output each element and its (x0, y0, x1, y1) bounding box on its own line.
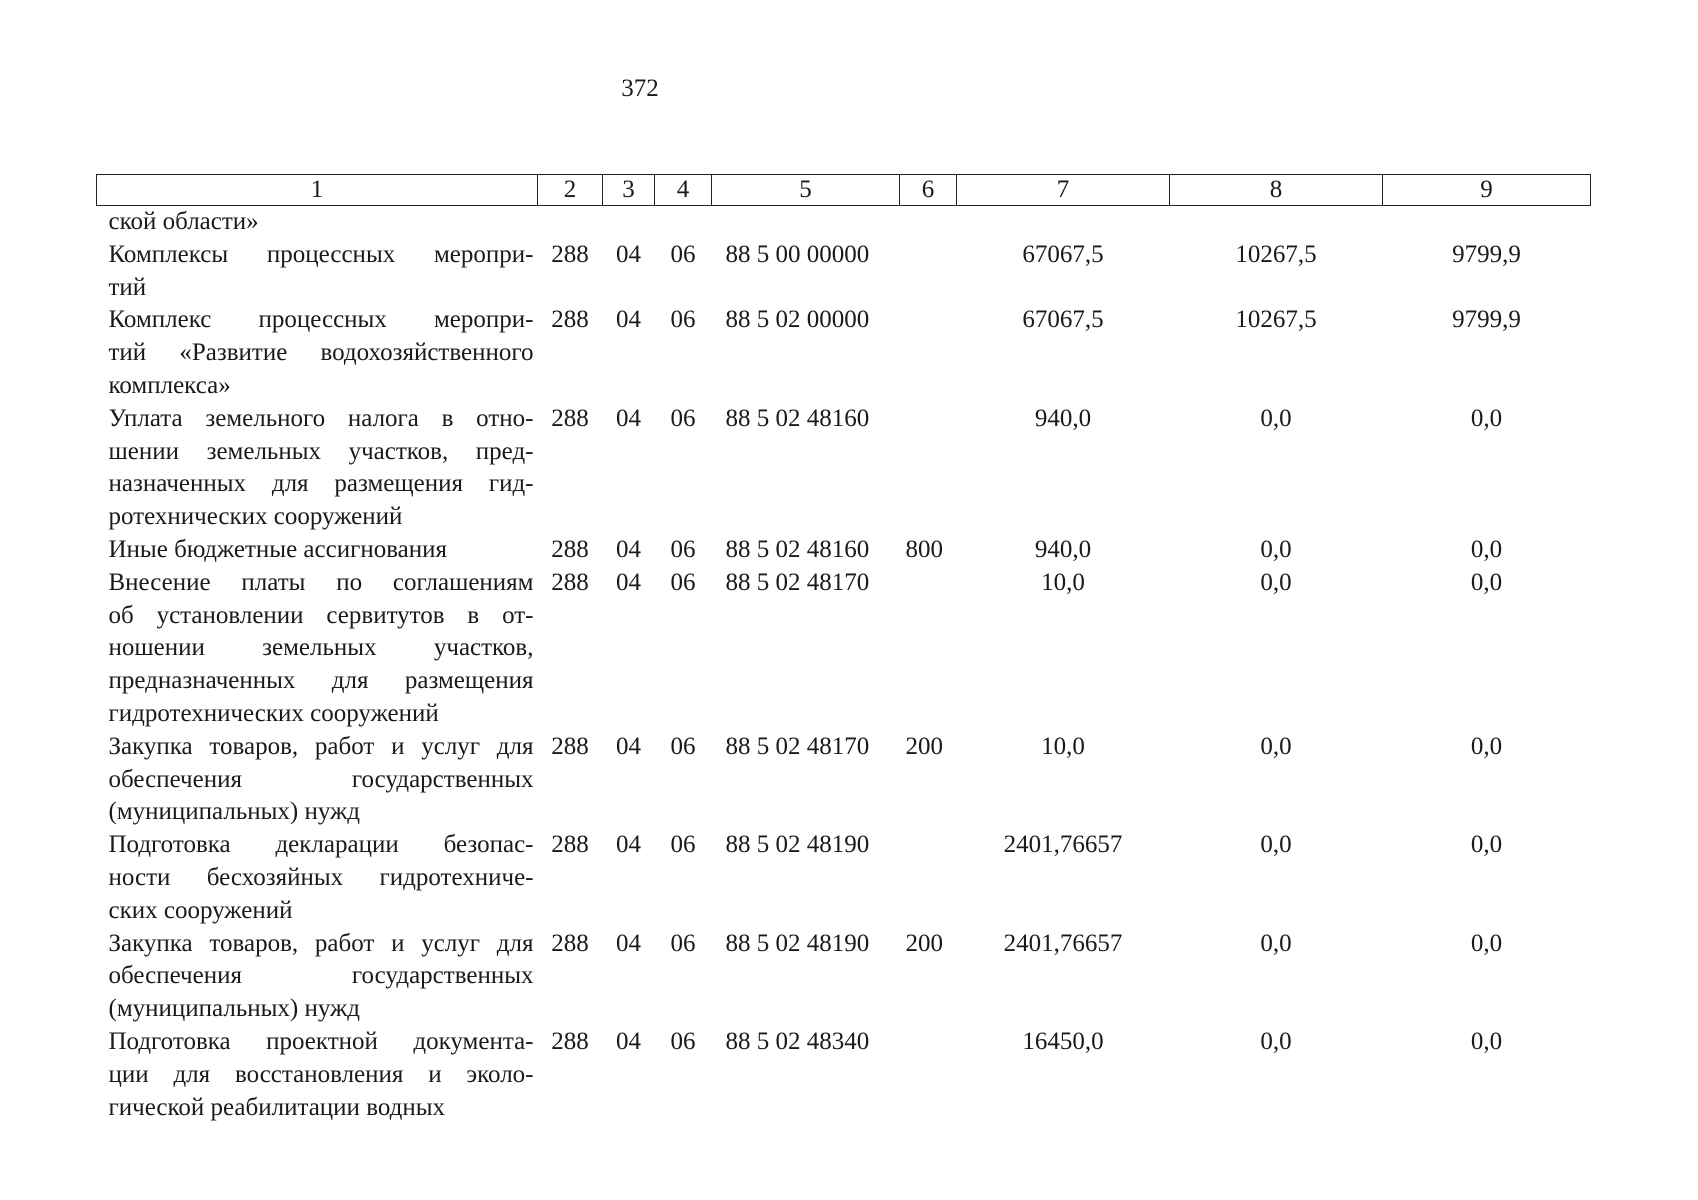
cell-expense-type (900, 304, 957, 402)
cell-admin-code: 288 (551, 831, 589, 859)
table-row (97, 731, 1591, 829)
cell-target-article: 88 5 02 00000 (725, 306, 870, 334)
cell-expense-type (900, 829, 957, 927)
cell-expense-type (900, 206, 957, 239)
row-name-line: тий (108, 273, 147, 301)
row-name-cell (97, 928, 538, 1026)
budget-table-container (96, 174, 1590, 1124)
cell-amount-year2: 0,0 (1260, 831, 1292, 859)
cell-subsection: 06 (670, 535, 696, 563)
cell-amount-year2: 0,0 (1260, 404, 1292, 432)
cell-section: 04 (616, 1027, 641, 1055)
cell-section: 04 (616, 535, 641, 563)
cell-amount-year1: 940,0 (1034, 404, 1092, 432)
cell-admin-code: 288 (551, 732, 589, 760)
table-row (97, 567, 1591, 731)
row-name-cell (97, 239, 538, 305)
cell-target-article (712, 206, 900, 239)
row-name-cell (97, 206, 538, 239)
cell-section: 04 (616, 306, 641, 334)
cell-section: 04 (616, 831, 641, 859)
cell-amount-year3: 0,0 (1470, 929, 1503, 957)
table-row (97, 1026, 1591, 1124)
header-row (97, 175, 1591, 206)
cell-section (603, 206, 655, 239)
cell-amount-year2: 0,0 (1260, 535, 1292, 563)
cell-admin-code: 288 (551, 929, 589, 957)
cell-subsection: 06 (670, 929, 696, 957)
row-name-line: Подготовка проектной документа- (108, 1027, 534, 1055)
cell-amount-year2 (1170, 206, 1383, 239)
cell-amount-year2: 0,0 (1260, 568, 1292, 596)
cell-target-article: 88 5 02 48190 (725, 831, 870, 859)
row-name-line: (муниципальных) нужд (108, 798, 361, 826)
row-name-line: ротехнических сооружений (108, 503, 403, 531)
row-name-line: (муниципальных) нужд (108, 995, 361, 1023)
cell-amount-year3: 0,0 (1470, 568, 1503, 596)
cell-amount-year1: 2401,76657 (1003, 831, 1123, 859)
cell-amount-year2: 10267,5 (1235, 306, 1317, 334)
cell-amount-year2: 0,0 (1260, 732, 1292, 760)
cell-amount-year3: 0,0 (1470, 535, 1503, 563)
header-col-2: 2 (538, 175, 603, 206)
row-name-line: назначенных для размещения гид- (108, 470, 534, 498)
cell-amount-year1: 10,0 (1041, 732, 1085, 760)
header-col-5: 5 (712, 175, 900, 206)
page-number-text: 372 (621, 75, 659, 102)
row-name-line: Подготовка декларации безопас- (108, 831, 534, 859)
cell-subsection (655, 206, 712, 239)
cell-amount-year2: 0,0 (1260, 929, 1292, 957)
row-name-line: гидротехнических сооружений (108, 699, 439, 727)
cell-subsection: 06 (670, 306, 696, 334)
cell-expense-type (900, 1026, 957, 1124)
table-row (97, 829, 1591, 927)
row-name-line: Уплата земельного налога в отно- (108, 404, 534, 432)
row-name-line: ности бесхозяйных гидротехниче- (108, 863, 534, 891)
cell-amount-year1: 2401,76657 (1003, 929, 1123, 957)
cell-expense-type: 800 (905, 535, 943, 563)
table-row (97, 239, 1591, 305)
cell-admin-code: 288 (551, 404, 589, 432)
table-header (97, 175, 1591, 206)
cell-subsection: 06 (670, 831, 696, 859)
row-name-line: шении земельных участков, пред- (108, 437, 534, 465)
table-row (97, 534, 1591, 567)
cell-target-article: 88 5 02 48190 (725, 929, 870, 957)
row-name-line: ских сооружений (108, 896, 293, 924)
cell-amount-year3: 0,0 (1470, 1027, 1503, 1055)
cell-expense-type: 200 (905, 929, 943, 957)
cell-expense-type (900, 403, 957, 534)
cell-expense-type (900, 567, 957, 731)
cell-amount-year1: 67067,5 (1022, 306, 1104, 334)
cell-target-article: 88 5 02 48340 (725, 1027, 870, 1055)
table-row (97, 206, 1591, 239)
table-body (97, 206, 1591, 1125)
cell-target-article: 88 5 02 48160 (725, 535, 870, 563)
row-name-line: ции для восстановления и эколо- (108, 1060, 534, 1088)
cell-admin-code (538, 206, 603, 239)
row-name-cell (97, 829, 538, 927)
row-name-line: обеспечения государственных (108, 765, 534, 793)
cell-expense-type: 200 (905, 732, 943, 760)
cell-section: 04 (616, 732, 641, 760)
cell-amount-year3: 0,0 (1470, 831, 1503, 859)
cell-amount-year3 (1383, 206, 1591, 239)
row-name-line: предназначенных для размещения (108, 667, 534, 695)
cell-section: 04 (616, 240, 641, 268)
row-name-line: об установлении сервитутов в от- (108, 601, 534, 629)
cell-expense-type (900, 239, 957, 305)
row-name-line: гической реабилитации водных (108, 1093, 445, 1121)
row-name-cell (97, 1026, 538, 1124)
cell-subsection: 06 (670, 1027, 696, 1055)
cell-subsection: 06 (670, 568, 696, 596)
row-name-line: обеспечения государственных (108, 962, 534, 990)
cell-amount-year3: 0,0 (1470, 732, 1503, 760)
row-name-cell (97, 567, 538, 731)
cell-amount-year3: 9799,9 (1452, 240, 1521, 268)
cell-amount-year2: 0,0 (1260, 1027, 1292, 1055)
row-name-cell (97, 731, 538, 829)
row-name-line: Закупка товаров, работ и услуг для (108, 929, 534, 957)
cell-amount-year3: 9799,9 (1452, 306, 1521, 334)
row-name-line: тий «Развитие водохозяйственного (108, 339, 534, 367)
row-name-line: Комплекс процессных меропри- (108, 306, 534, 334)
row-name-line: Комплексы процессных меропри- (108, 240, 534, 268)
header-col-8: 8 (1170, 175, 1383, 206)
table-row (97, 304, 1591, 402)
cell-admin-code: 288 (551, 568, 589, 596)
page-number (0, 74, 1698, 104)
cell-target-article: 88 5 02 48160 (725, 404, 870, 432)
cell-target-article: 88 5 02 48170 (725, 568, 870, 596)
cell-amount-year1 (957, 206, 1170, 239)
cell-admin-code: 288 (551, 535, 589, 563)
row-name-cell (97, 304, 538, 402)
header-col-3: 3 (603, 175, 655, 206)
cell-amount-year1: 16450,0 (1022, 1027, 1104, 1055)
cell-target-article: 88 5 00 00000 (725, 240, 870, 268)
cell-admin-code: 288 (551, 1027, 589, 1055)
cell-section: 04 (616, 404, 641, 432)
cell-amount-year2: 10267,5 (1235, 240, 1317, 268)
table-row (97, 403, 1591, 534)
cell-admin-code: 288 (551, 306, 589, 334)
cell-target-article: 88 5 02 48170 (725, 732, 870, 760)
budget-table (96, 174, 1591, 1124)
row-name-line: ношении земельных участков, (108, 634, 534, 662)
header-col-4: 4 (655, 175, 712, 206)
row-name-line: Закупка товаров, работ и услуг для (108, 732, 534, 760)
cell-amount-year3: 0,0 (1470, 404, 1503, 432)
cell-subsection: 06 (670, 240, 696, 268)
header-col-9: 9 (1383, 175, 1591, 206)
cell-amount-year1: 10,0 (1041, 568, 1085, 596)
header-col-6: 6 (900, 175, 957, 206)
row-name-line: Иные бюджетные ассигнования (108, 535, 448, 563)
cell-admin-code: 288 (551, 240, 589, 268)
cell-amount-year1: 940,0 (1034, 535, 1092, 563)
row-name-line: Внесение платы по соглашениям (108, 568, 534, 596)
header-col-1: 1 (97, 175, 538, 206)
header-col-7: 7 (957, 175, 1170, 206)
row-name-line: комплекса» (108, 371, 231, 399)
cell-section: 04 (616, 568, 641, 596)
row-name-line: ской области» (108, 208, 259, 235)
table-row (97, 928, 1591, 1026)
row-name-cell (97, 534, 538, 567)
cell-subsection: 06 (670, 404, 696, 432)
row-name-cell (97, 403, 538, 534)
cell-amount-year1: 67067,5 (1022, 240, 1104, 268)
cell-subsection: 06 (670, 732, 696, 760)
cell-section: 04 (616, 929, 641, 957)
